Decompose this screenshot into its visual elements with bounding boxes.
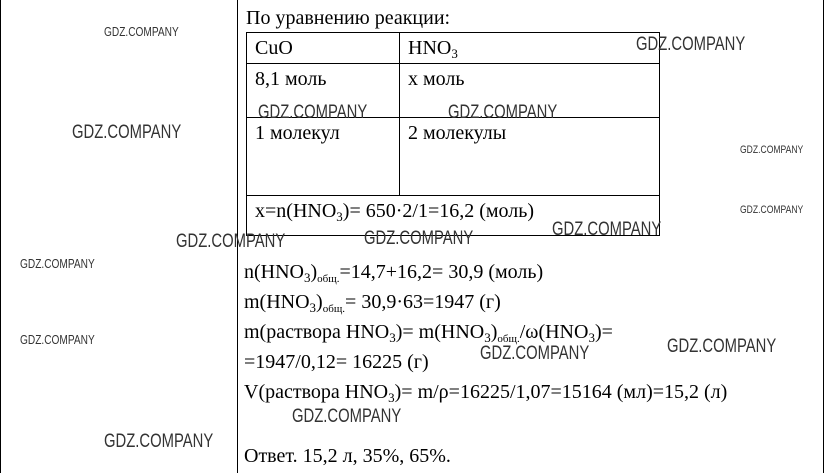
cell-hno3-molecules: 2 молекулы	[400, 118, 660, 196]
watermark: GDZ.COMPANY	[176, 231, 286, 252]
watermark: GDZ.COMPANY	[480, 343, 590, 364]
line-m-solution-value: =1947/0,12= 16225 (г)	[244, 351, 429, 373]
cell-cuo-moles: 8,1 моль	[247, 64, 400, 118]
watermark: GDZ.COMPANY	[740, 144, 804, 156]
cell-hno3-moles: x моль	[400, 64, 660, 118]
line-v-solution: V(раствора $HNO_3)= m/\rho=16225/1,07=15164$ (мл)=15,2 (л)	[244, 381, 728, 405]
watermark: GDZ.COMPANY	[552, 219, 662, 240]
watermark: GDZ.COMPANY	[448, 102, 558, 123]
watermark: GDZ.COMPANY	[104, 431, 214, 452]
line-n-total: $n(HNO_3)_{общ.}=14,7+16,2= 30,9$ (моль)	[244, 261, 544, 285]
header-cuo: CuO	[247, 33, 400, 64]
watermark: GDZ.COMPANY	[364, 228, 474, 249]
intro-text: По уравнению реакции:	[246, 7, 451, 29]
watermark: GDZ.COMPANY	[20, 256, 95, 271]
frame-left-border	[0, 0, 1, 473]
watermark: GDZ.COMPANY	[740, 204, 804, 216]
watermark: GDZ.COMPANY	[636, 34, 746, 55]
cell-cuo-molecules: 1 молекул	[247, 118, 400, 196]
watermark: GDZ.COMPANY	[292, 406, 402, 427]
watermark: GDZ.COMPANY	[667, 336, 777, 357]
header-hno3: $HNO_3$	[400, 33, 660, 64]
answer-text: Ответ. 15,2 л, 35%, 65%.	[244, 445, 451, 467]
watermark: GDZ.COMPANY	[104, 24, 179, 39]
line-m-solution: m(раствора $HNO_3)= m(HNO_3)_{общ.}/\omega(HNO_3)=$	[244, 321, 613, 345]
calc-row: $x=n(HNO_3)= 650\cdot 2/1=16,2$ (моль)	[247, 196, 660, 236]
watermark: GDZ.COMPANY	[258, 102, 368, 123]
line-m-total: $m(HNO_3)_{общ.}= 30,9\cdot 63=1947$ (г)	[244, 291, 501, 315]
watermark: GDZ.COMPANY	[72, 122, 182, 143]
watermark: GDZ.COMPANY	[20, 332, 95, 347]
reaction-table	[246, 32, 660, 236]
